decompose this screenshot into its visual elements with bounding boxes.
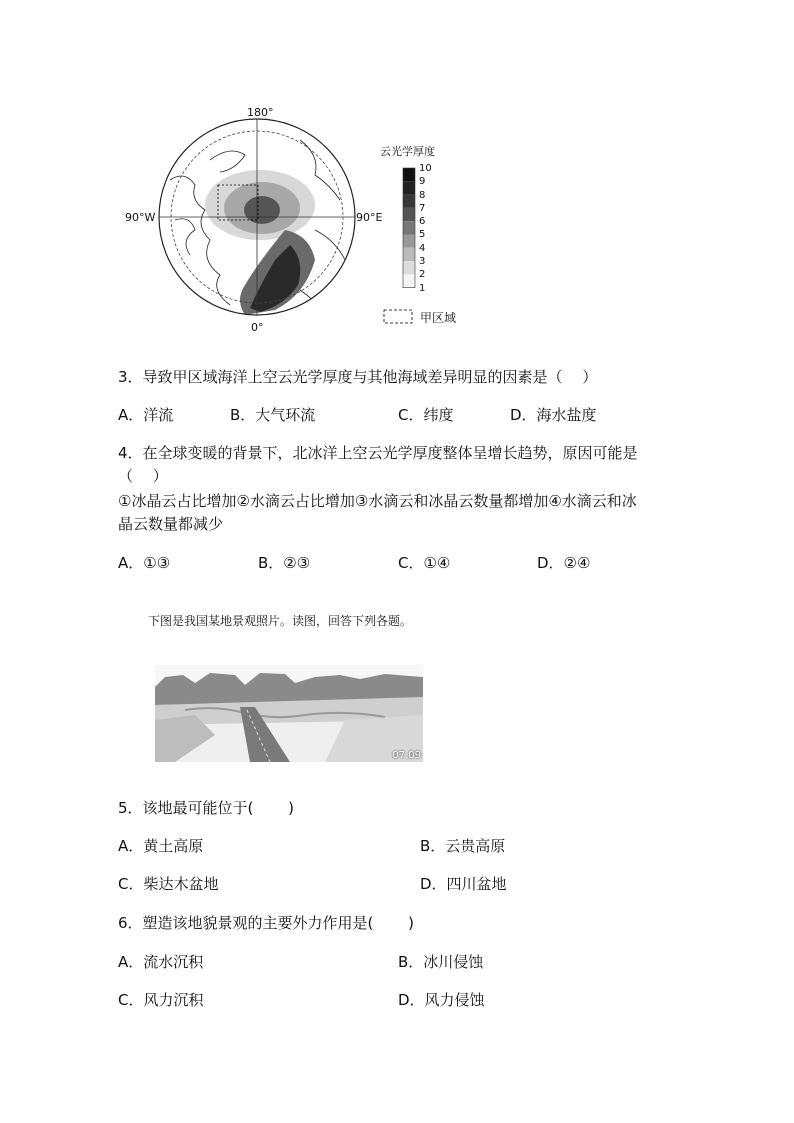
legend-tick: 7 — [419, 202, 426, 214]
q4-stem-line1: 4．在全球变暖的背景下，北冰洋上空云光学厚度整体呈增长趋势，原因可能是 — [118, 444, 638, 462]
q4-option-c[interactable]: C．①④ — [398, 554, 451, 572]
q4-statements-line2: 晶云数量都减少 — [118, 515, 224, 533]
legend-tick: 4 — [419, 242, 426, 254]
label-0: 0° — [251, 321, 264, 334]
label-180: 180° — [247, 106, 274, 119]
q4-option-a[interactable]: A．①③ — [118, 554, 171, 572]
q5-option-a[interactable]: A．黄土高原 — [118, 837, 204, 855]
q3-option-b[interactable]: B．大气环流 — [230, 406, 316, 424]
q5-option-d[interactable]: D．四川盆地 — [420, 875, 507, 893]
q6-stem: 6．塑造该地貌景观的主要外力作用是( ) — [118, 914, 415, 932]
label-90w: 90°W — [125, 211, 156, 224]
q3-option-c[interactable]: C．纬度 — [398, 406, 454, 424]
q6-option-a[interactable]: A．流水沉积 — [118, 953, 204, 971]
q3-option-a[interactable]: A．洋流 — [118, 406, 174, 424]
q5-option-b[interactable]: B．云贵高原 — [420, 837, 506, 855]
legend-tick: 3 — [419, 256, 426, 268]
legend-region-label: 甲区域 — [420, 311, 457, 325]
q4-option-b[interactable]: B．②③ — [258, 554, 311, 572]
legend-tick: 10 — [419, 163, 432, 174]
legend-region-sample — [384, 310, 412, 323]
q4-stem-line2: （ ） — [118, 467, 168, 485]
legend-scale — [403, 168, 415, 288]
q4-statements-line1: ①冰晶云占比增加②水滴云占比增加③水滴云和冰晶云数量都增加④水滴云和冰 — [118, 492, 637, 510]
q6-option-c[interactable]: C．风力沉积 — [118, 991, 204, 1009]
polar-map-figure — [125, 100, 470, 340]
legend-tick: 9 — [419, 176, 426, 188]
q5-stem: 5．该地最可能位于( ) — [118, 799, 295, 817]
legend-tick: 6 — [419, 216, 426, 228]
legend-tick: 1 — [419, 282, 426, 294]
photo-timestamp: 07.09 — [392, 750, 421, 761]
q4-option-d[interactable]: D．②④ — [537, 554, 591, 572]
cloud-thickness-shading — [205, 170, 315, 315]
q6-option-d[interactable]: D．风力侵蚀 — [398, 991, 485, 1009]
legend-ticks — [419, 162, 443, 295]
legend-tick: 5 — [419, 229, 426, 241]
label-90e: 90°E — [356, 211, 383, 224]
legend-title: 云光学厚度 — [380, 145, 435, 158]
q3-stem: 3．导致甲区域海洋上空云光学厚度与其他海域差异明显的因素是（ ） — [118, 368, 598, 386]
legend-tick: 2 — [419, 269, 426, 281]
q3-option-d[interactable]: D．海水盐度 — [510, 406, 597, 424]
photo-intro: 下图是我国某地景观照片。读图，回答下列各题。 — [148, 614, 413, 628]
legend-tick: 8 — [419, 189, 426, 201]
landscape-photo-art — [155, 665, 423, 762]
landscape-photo — [155, 665, 423, 762]
q6-option-b[interactable]: B．冰川侵蚀 — [398, 953, 484, 971]
q5-option-c[interactable]: C．柴达木盆地 — [118, 875, 219, 893]
